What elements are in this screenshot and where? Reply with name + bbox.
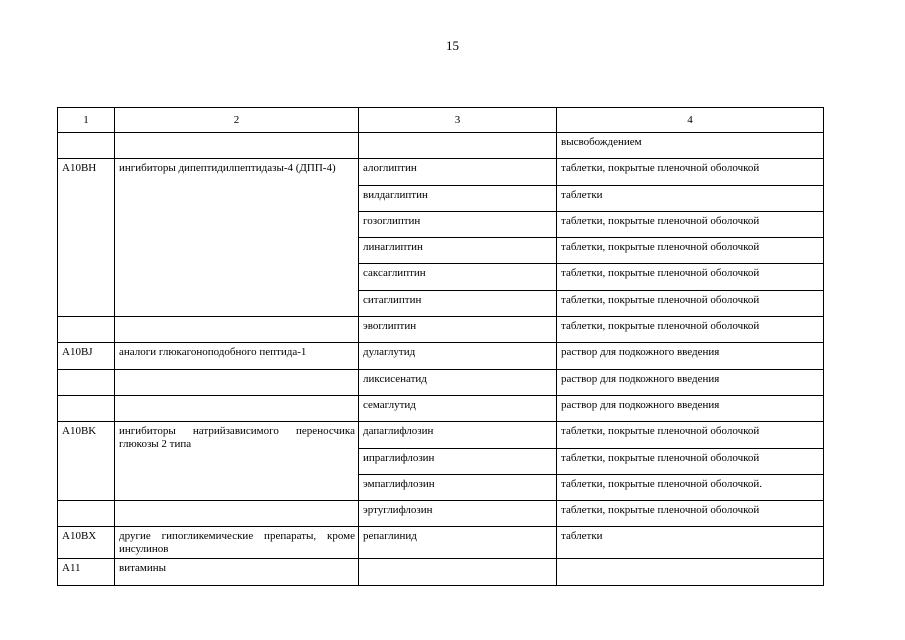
group-cell <box>115 317 359 343</box>
atc-code-cell: A11 <box>58 559 115 585</box>
atc-code-cell: A10BH <box>58 159 115 317</box>
dosage-form-cell: таблетки, покрытые пленочной оболочкой <box>557 448 824 474</box>
drug-name-cell: вилдаглиптин <box>359 185 557 211</box>
table-row <box>58 501 824 527</box>
table-row <box>58 317 824 343</box>
group-cell <box>115 395 359 421</box>
drug-name-cell: эмпаглифлозин <box>359 474 557 500</box>
dosage-form-cell <box>557 559 824 585</box>
group-cell: другие гипогликемические препараты, кроме инсулинов <box>115 527 359 559</box>
dosage-form-cell: таблетки, покрытые пленочной оболочкой. <box>557 474 824 500</box>
drug-name-cell: дапаглифлозин <box>359 422 557 448</box>
group-cell: ингибиторы натрийзависимого переносчика глюкозы 2 типа <box>115 422 359 501</box>
drug-name-cell: гозоглиптин <box>359 211 557 237</box>
drug-name-cell: линаглиптин <box>359 238 557 264</box>
group-cell <box>115 369 359 395</box>
dosage-form-cell: таблетки <box>557 527 824 559</box>
group-cell: витамины <box>115 559 359 585</box>
dosage-form-cell: таблетки, покрытые пленочной оболочкой <box>557 501 824 527</box>
header-cell-form: 4 <box>557 108 824 133</box>
drug-name-cell: саксаглиптин <box>359 264 557 290</box>
dosage-form-cell: раствор для подкожного введения <box>557 343 824 369</box>
table-row <box>58 133 824 159</box>
header-cell-name: 3 <box>359 108 557 133</box>
atc-code-cell: A10BK <box>58 422 115 501</box>
table-row <box>58 369 824 395</box>
atc-code-cell: A10BJ <box>58 343 115 369</box>
atc-code-cell <box>58 501 115 527</box>
atc-code-cell <box>58 133 115 159</box>
dosage-form-cell: раствор для подкожного введения <box>557 369 824 395</box>
atc-code-cell: A10BX <box>58 527 115 559</box>
table-row <box>58 559 824 585</box>
dosage-form-cell: раствор для подкожного введения <box>557 395 824 421</box>
drug-name-cell: дулаглутид <box>359 343 557 369</box>
drug-name-cell: ипраглифлозин <box>359 448 557 474</box>
drug-name-cell: ликсисенатид <box>359 369 557 395</box>
dosage-form-cell: таблетки, покрытые пленочной оболочкой <box>557 290 824 316</box>
group-cell <box>115 133 359 159</box>
group-cell: аналоги глюкагоноподобного пептида-1 <box>115 343 359 369</box>
drug-name-cell: эвоглиптин <box>359 317 557 343</box>
atc-code-cell <box>58 369 115 395</box>
group-cell <box>115 501 359 527</box>
table-row <box>58 395 824 421</box>
group-cell: ингибиторы дипептидилпептидазы-4 (ДПП-4) <box>115 159 359 317</box>
atc-code-cell <box>58 317 115 343</box>
drug-name-cell: ситаглиптин <box>359 290 557 316</box>
drug-name-cell: репаглинид <box>359 527 557 559</box>
drug-table <box>57 107 824 586</box>
drug-name-cell: алоглиптин <box>359 159 557 185</box>
header-cell-group: 2 <box>115 108 359 133</box>
table-row <box>58 159 824 185</box>
header-cell-code: 1 <box>58 108 115 133</box>
dosage-form-cell: таблетки, покрытые пленочной оболочкой <box>557 264 824 290</box>
drug-name-cell: семаглутид <box>359 395 557 421</box>
drug-name-cell: эртуглифлозин <box>359 501 557 527</box>
header-row <box>58 108 824 133</box>
dosage-form-cell: таблетки <box>557 185 824 211</box>
dosage-form-cell: таблетки, покрытые пленочной оболочкой <box>557 422 824 448</box>
dosage-form-cell: таблетки, покрытые пленочной оболочкой <box>557 211 824 237</box>
drug-name-cell <box>359 559 557 585</box>
dosage-form-cell: таблетки, покрытые пленочной оболочкой <box>557 317 824 343</box>
drug-name-cell <box>359 133 557 159</box>
page-number: 15 <box>446 38 459 53</box>
table-row <box>58 527 824 559</box>
table-row <box>58 343 824 369</box>
dosage-form-cell: таблетки, покрытые пленочной оболочкой <box>557 238 824 264</box>
atc-code-cell <box>58 395 115 421</box>
dosage-form-cell: таблетки, покрытые пленочной оболочкой <box>557 159 824 185</box>
dosage-form-cell: высвобождением <box>557 133 824 159</box>
table-row <box>58 422 824 448</box>
